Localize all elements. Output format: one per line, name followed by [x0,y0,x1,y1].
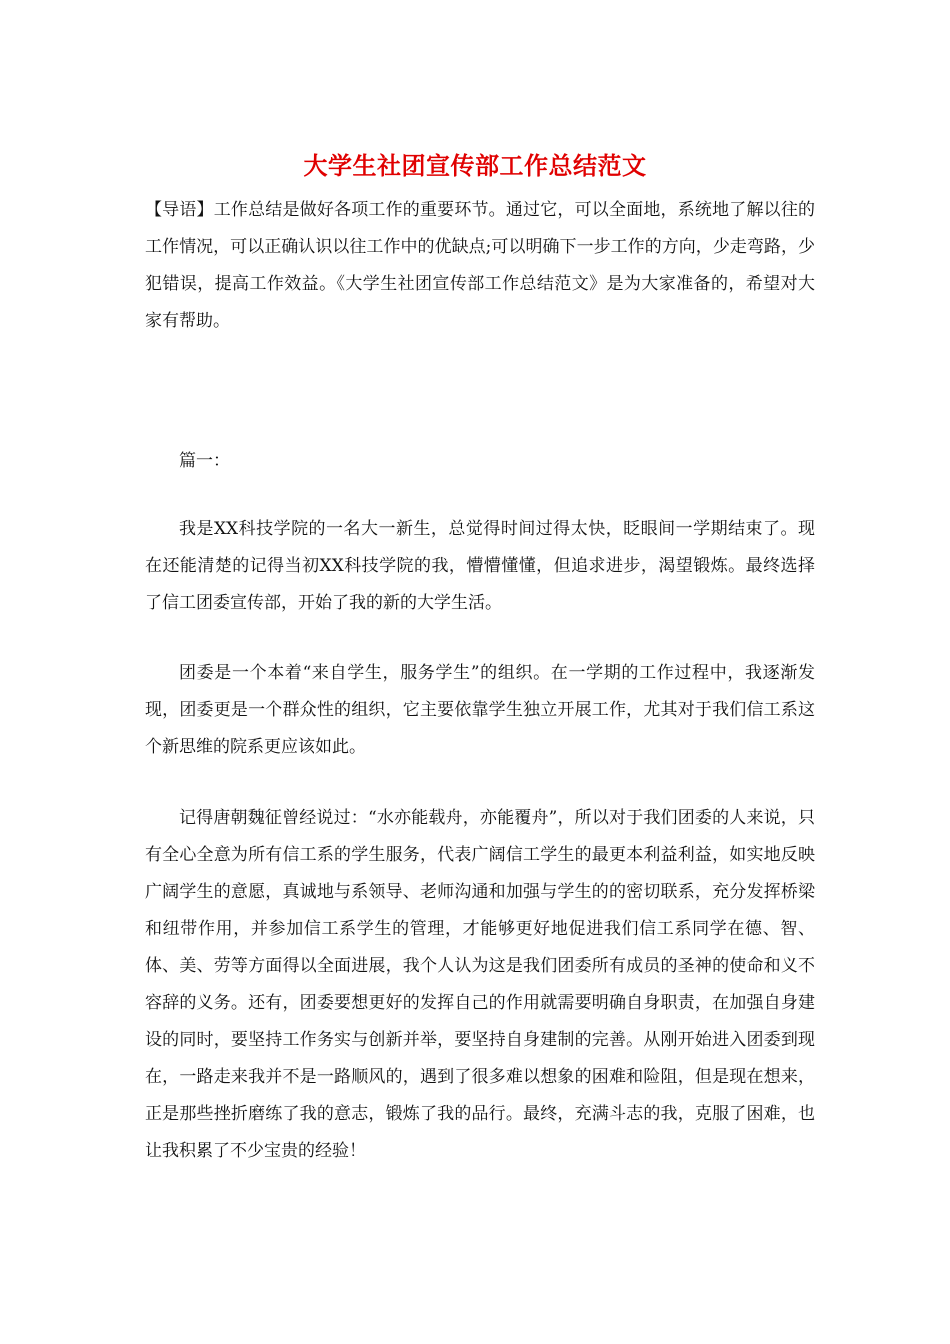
body-paragraph-3: 记得唐朝魏征曾经说过：“水亦能载舟，亦能覆舟”，所以对于我们团委的人来说，只有全心全意为所有信工系的学生服务，代表广阔信工学生的最更本利益利益，如实地反映广阔学生的意愿，真诚地与系领导、老师沟通和加强与学生的的密切联系，充分发挥桥梁和纽带作用，并参加信工系学生的管理，才能够更好地促进我们信工系同学在德、智、体、美、劳等方面得以全面进展，我个人认为这是我们团委所有成员的圣神的使命和义不容辞的义务。还有，团委要想更好的发挥自己的作用就需要明确自身职责，在加强自身建设的同时，要坚持工作务实与创新并举，要坚持自身建制的完善。从刚开始进入团委到现在，一路走来我并不是一路顺风的，遇到了很多难以想象的困难和险阻，但是现在想来，正是那些挫折磨练了我的意志，锻炼了我的品行。最终，充满斗志的我，克服了困难，也让我积累了不少宝贵的经验！ [145,808,815,1161]
document-title: 大学生社团宣传部工作总结范文 [303,151,647,180]
intro-paragraph: 【导语】工作总结是做好各项工作的重要环节。通过它，可以全面地，系统地了解以往的工作情况，可以正确认识以往工作中的优缺点;可以明确下一步工作的方向，少走弯路，少犯错误，提高工作效益。《大学生社团宣传部工作总结范文》是为大家准备的，希望对大家有帮助。 [145,200,815,331]
body-paragraph-2: 团委是一个本着“来自学生，服务学生”的组织。在一学期的工作过程中，我逐渐发现，团委更是一个群众性的组织，它主要依靠学生独立开展工作，尤其对于我们信工系这个新思维的院系更应该如此。 [145,663,815,757]
body-paragraph-1: 我是XX科技学院的一名大一新生，总觉得时间过得太快，眨眼间一学期结束了。现在还能清楚的记得当初XX科技学院的我，懵懵懂懂，但追求进步，渴望锻炼。最终选择了信工团委宣传部，开始了我的新的大学生活。 [145,519,815,613]
section-heading: 篇一： [179,451,230,471]
